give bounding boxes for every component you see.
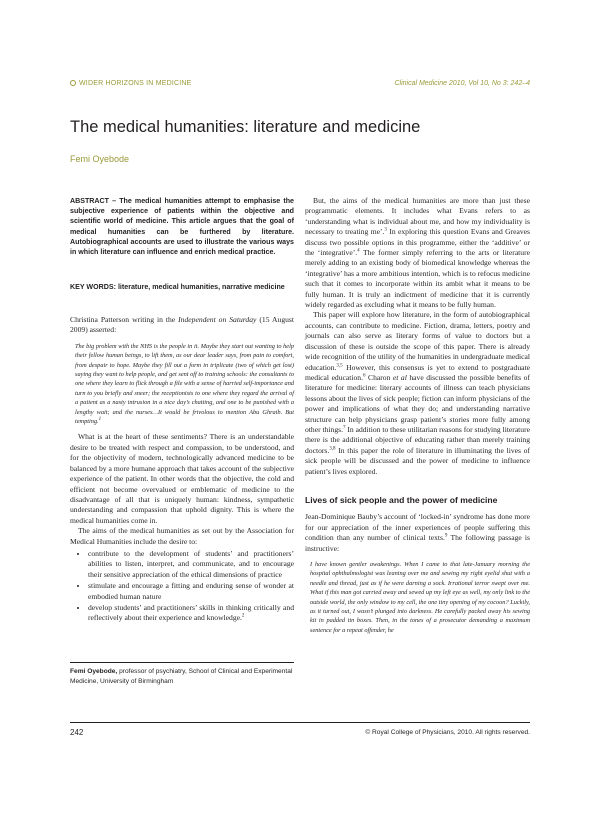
citation: 1 — [98, 416, 102, 422]
patterson-quote: The big problem with the NHS is the people in it. Maybe they start out wanting to help their fellow human beings, to lift them, as our dear leader says, from pain to comfort, from despair to hope. Maybe they fill out a form in triplicate (two of which get lost) saying they want to help people, and get sent off to training schools: the consultants to one where they learn to flick through a file with a sense of harried self-importance and turn to you briefly and sneer; the receptionists to one where they regard the arrival of a patient as a nasty intrusion in a nice day’s chatting, and one to be punished with a lengthy wait; and the nurses…It would be frivolous to mention Abu Ghraib. But tempting.$^1$ — [75, 342, 294, 426]
citation: 9 — [444, 533, 448, 539]
citation: 7 — [342, 425, 346, 431]
citation: 3 — [384, 227, 387, 233]
footer-divider — [70, 722, 530, 723]
page-number: 242 — [70, 728, 84, 737]
intro-source: Independent on Saturday — [178, 315, 257, 324]
paragraph: This paper will explore how literature, in the form of autobiographical accounts, can contribute to medicine. Fiction, drama, letters, poetry and journals can also serve as literary forms of value to doctors but a discussion of these is outside the scope of this paper. There is already wide recognition of the utility of the humanities in undergraduate medical education.$^{3,5}$ However, this consensus is yet to extend to postgraduate medical education.$^6$ Charon et al have discussed the possible benefits of literature for medicine: literary accounts of illness can teach physicians lessons about the lives of sick people; fiction can inform physicians of the power and implications of what they do; and understanding narrative structure can help physicians grasp patient’s stories more fully among other things.$^7$ In addition to these utilitarian reasons for studying literature there is the additional objective of educating rather than merely training doctors.$^{3,8}$ In this paper the role of literature in illuminating the lives of sick people will be discussed and the power of medicine to influence patient’s lives explored. — [305, 310, 530, 476]
citation: 6 — [362, 373, 366, 379]
intro-paragraph: Christina Patterson writing in the Independent on Saturday (15 August 2009) asserted: — [70, 315, 295, 335]
list-item: • contribute to the development of students’ and practitioners’ abilities to listen, interpret, and communicate, and to encourage their sensitive appreciation of the ethical dimensions of practice — [88, 549, 294, 580]
citation: 4 — [357, 248, 360, 254]
paragraph: What is at the heart of these sentiments? There is an understandable desire to be treated with respect and compassion, to be understood, and for the objectivity of modern, technologically advanced medicine to be balanced by a more humane approach that takes account of the subjective experience of the patient. In other words that the objective, the cold and efficient not become overvalued or emblematic of medicine to the disadvantage of all that is uniquely human: kindness, sympathetic understanding and compassion that uphold dignity. This is where the medical humanities come in. — [70, 432, 294, 525]
copyright-notice: © Royal College of Physicians, 2010. All rights reserved. — [365, 729, 530, 736]
journal-reference: Clinical Medicine 2010, Vol 10, No 3: 242–4 — [394, 80, 530, 87]
section-label: WIDER HORIZONS IN MEDICINE — [70, 80, 192, 87]
right-column-body — [305, 196, 530, 641]
paragraph: Jean-Dominique Bauby’s account of ‘locked-in’ syndrome has done more for our appreciation of the inner experiences of people suffering this condition than any number of clinical texts.$^9$ The following passage is instructive: — [305, 512, 530, 553]
list-item: • stimulate and encourage a fitting and enduring sense of wonder at embodied human nature — [88, 581, 294, 602]
paragraph: But, the aims of the medical humanities are more than just these programmatic elements. It includes what Evans refers to as ‘understanding what is individual about me, and how my individuality is necessary to treating me’.$^3$ In exploring this question Evans and Greaves discuss two possible options in this programme, either the ‘additive’ or the ‘integrative’.$^4$ The former simply referring to the arts or literature merely adding to an existing body of biomedical knowledge whereas the ‘integrative’ has a more ambitious intention, which is to refocus medicine such that it comes to incorporate within its ambit what it means to be fully human. It is truly an indictment of medicine that it is currently widely regarded as excluding what it means to be fully human. — [305, 196, 531, 310]
article-title: The medical humanities: literature and medicine — [70, 118, 421, 136]
circle-bullet-icon — [70, 80, 76, 86]
article-author: Femi Oyebode — [70, 154, 130, 164]
bauby-quote: I have known gentler awakenings. When I came to that late-January morning the hospital ophthalmologist was leaning over me and sewing my right eyelid shut with a needle and thread, just as if he were darning a sock. Irrational terror swept over me. What if this man got carried away and sewed up my left eye as well, my only link to the outside world, the only window to my cell, the one tiny opening of my cocoon? Luckily, as it turned out, I wasn’t plunged into darkness. He carefully packed away his sewing kit in padded tin boxes. Then, in the tones of a prosecutor demanding a maximum sentence for a repeat offender, he — [310, 561, 530, 634]
citation: 2 — [241, 613, 245, 619]
running-header — [70, 80, 530, 92]
left-column-body — [70, 315, 294, 625]
footnote-divider — [70, 662, 294, 663]
paragraph: The aims of the medical humanities as set out by the Association for Medical Humanities include the desire to: — [70, 526, 294, 546]
author-affiliation: Femi Oyebode, professor of psychiatry, School of Clinical and Experimental Medicine, University of Birmingham — [70, 668, 293, 685]
abstract: ABSTRACT – The medical humanities attempt to emphasise the subjective experience of patients within the objective and scientific world of medicine. This article argues that the goal of medical humanities can be furthered by literature. Autobiographical accounts are used to illustrate the various ways in which literature can influence and enrich medical practice. — [70, 197, 294, 257]
list-item: • develop students’ and practitioners’ skills in thinking critically and reflectively about their experience and knowledge.$^2$ — [88, 603, 294, 624]
keywords: KEY WORDS: literature, medical humanities, narrative medicine — [70, 283, 285, 291]
section-heading: Lives of sick people and the power of medicine — [305, 494, 498, 505]
aims-list — [70, 549, 294, 624]
citation: 3,8 — [329, 446, 336, 452]
citation: 3,5 — [336, 362, 343, 368]
